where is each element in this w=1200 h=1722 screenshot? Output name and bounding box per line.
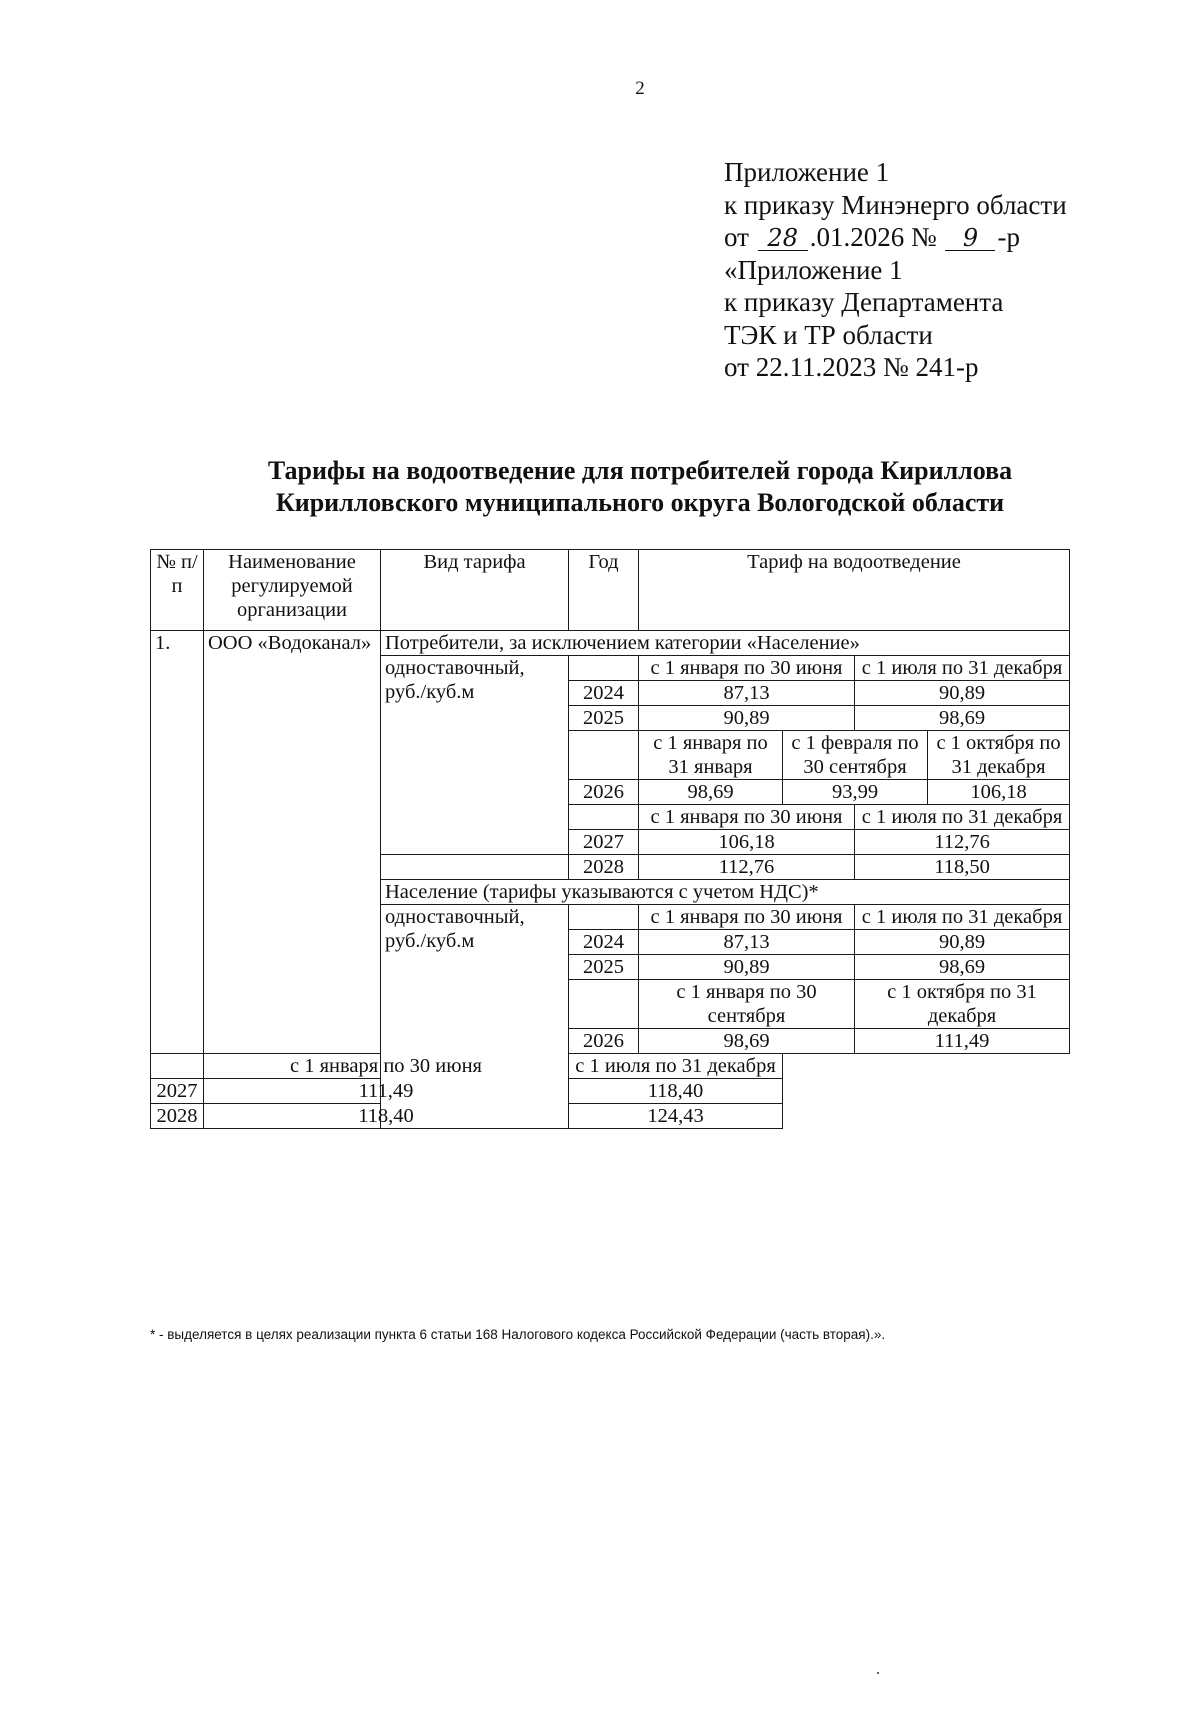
value-cell: 112,76 — [855, 830, 1070, 855]
organization-name: ООО «Водоканал» — [204, 631, 381, 1054]
period-cell: с 1 февраля по 30 сентября — [783, 731, 928, 780]
appendix-order-line — [724, 221, 1067, 254]
page-number: 2 — [635, 78, 645, 99]
year-cell — [569, 656, 639, 681]
year-cell: 2025 — [569, 955, 639, 980]
title-line: Кирилловского муниципального округа Вологодской области — [275, 488, 1005, 517]
period-cell: с 1 июля по 31 декабря — [855, 905, 1070, 930]
category-label: Потребители, за исключением категории «Население» — [381, 631, 1070, 656]
year-cell — [569, 805, 639, 830]
table-row — [151, 1104, 1070, 1129]
appendix-date: .01.2026 № — [809, 222, 937, 252]
period-cell: с 1 июля по 31 декабря — [855, 805, 1070, 830]
footnote: * - выделяется в целях реализации пункта 6 статьи 168 Налогового кодекса Российской Федерации (часть вторая).». — [150, 1327, 886, 1342]
year-cell — [569, 905, 639, 930]
value-cell: 106,18 — [928, 780, 1070, 805]
scan-speck — [877, 1672, 879, 1674]
value-cell: 98,69 — [639, 1029, 855, 1054]
value-cell: 90,89 — [855, 681, 1070, 706]
table-header-row — [151, 550, 1070, 631]
period-cell: с 1 января по 30 июня — [204, 1054, 569, 1079]
value-cell: 106,18 — [639, 830, 855, 855]
value-cell: 90,89 — [639, 706, 855, 731]
period-cell: с 1 октября по 31 декабря — [855, 980, 1070, 1029]
header-num: № п/п — [151, 550, 204, 631]
tariff-type-continued — [381, 855, 569, 880]
row-number: 1. — [151, 631, 204, 1054]
appendix-line: Приложение 1 — [724, 157, 890, 187]
title-line: Тарифы на водоотведение для потребителей города Кириллова — [267, 456, 1013, 485]
value-cell: 87,13 — [639, 930, 855, 955]
appendix-suffix: -р — [997, 222, 1020, 252]
value-cell: 118,40 — [204, 1104, 569, 1129]
value-cell: 124,43 — [569, 1104, 783, 1129]
period-cell: с 1 июля по 31 декабря — [569, 1054, 783, 1079]
value-cell: 87,13 — [639, 681, 855, 706]
document-title — [150, 455, 1130, 519]
value-cell: 111,49 — [204, 1079, 569, 1104]
appendix-prefix: от — [724, 222, 749, 252]
appendix-block — [724, 156, 1067, 384]
tariff-type: одноставочный, руб./куб.м — [381, 905, 569, 1129]
year-cell: 2027 — [569, 830, 639, 855]
year-cell — [569, 731, 639, 780]
value-cell: 111,49 — [855, 1029, 1070, 1054]
value-cell: 90,89 — [639, 955, 855, 980]
year-cell: 2028 — [569, 855, 639, 880]
tariff-table — [150, 549, 1070, 1129]
tariff-type: одноставочный, руб./куб.м — [381, 656, 569, 855]
value-cell: 118,50 — [855, 855, 1070, 880]
value-cell: 112,76 — [639, 855, 855, 880]
year-cell: 2024 — [569, 930, 639, 955]
header-year: Год — [569, 550, 639, 631]
year-cell — [569, 980, 639, 1029]
year-cell: 2026 — [569, 1029, 639, 1054]
value-cell: 98,69 — [855, 706, 1070, 731]
year-cell: 2026 — [569, 780, 639, 805]
year-cell: 2027 — [151, 1079, 204, 1104]
period-cell: с 1 января по 30 сентября — [639, 980, 855, 1029]
category-label: Население (тарифы указываются с учетом НДС)* — [381, 880, 1070, 905]
period-cell: с 1 января по 30 июня — [639, 805, 855, 830]
value-cell: 98,69 — [639, 780, 783, 805]
period-cell: с 1 января по 30 июня — [639, 905, 855, 930]
value-cell: 118,40 — [569, 1079, 783, 1104]
value-cell: 98,69 — [855, 955, 1070, 980]
table-row — [151, 1054, 1070, 1079]
year-cell — [151, 1054, 204, 1079]
period-cell: с 1 января по 31 января — [639, 731, 783, 780]
handwritten-number: 9 — [945, 226, 995, 251]
value-cell: 93,99 — [783, 780, 928, 805]
header-type: Вид тарифа — [381, 550, 569, 631]
period-cell: с 1 июля по 31 декабря — [855, 656, 1070, 681]
appendix-line: от 22.11.2023 № 241-р — [724, 352, 979, 382]
appendix-line: к приказу Минэнерго области — [724, 189, 1067, 220]
year-cell: 2024 — [569, 681, 639, 706]
handwritten-day: 28 — [758, 226, 808, 251]
header-tariff: Тариф на водоотведение — [639, 550, 1070, 631]
year-cell: 2025 — [569, 706, 639, 731]
period-cell: с 1 января по 30 июня — [639, 656, 855, 681]
appendix-line: ТЭК и ТР области — [724, 319, 933, 350]
appendix-line: к приказу Департамента — [724, 287, 1004, 317]
period-cell: с 1 октября по 31 декабря — [928, 731, 1070, 780]
table-row — [151, 631, 1070, 656]
table-row — [151, 1079, 1070, 1104]
header-org: Наименование регулируемой организации — [204, 550, 381, 631]
year-cell: 2028 — [151, 1104, 204, 1129]
appendix-line: «Приложение 1 — [724, 254, 903, 285]
value-cell: 90,89 — [855, 930, 1070, 955]
